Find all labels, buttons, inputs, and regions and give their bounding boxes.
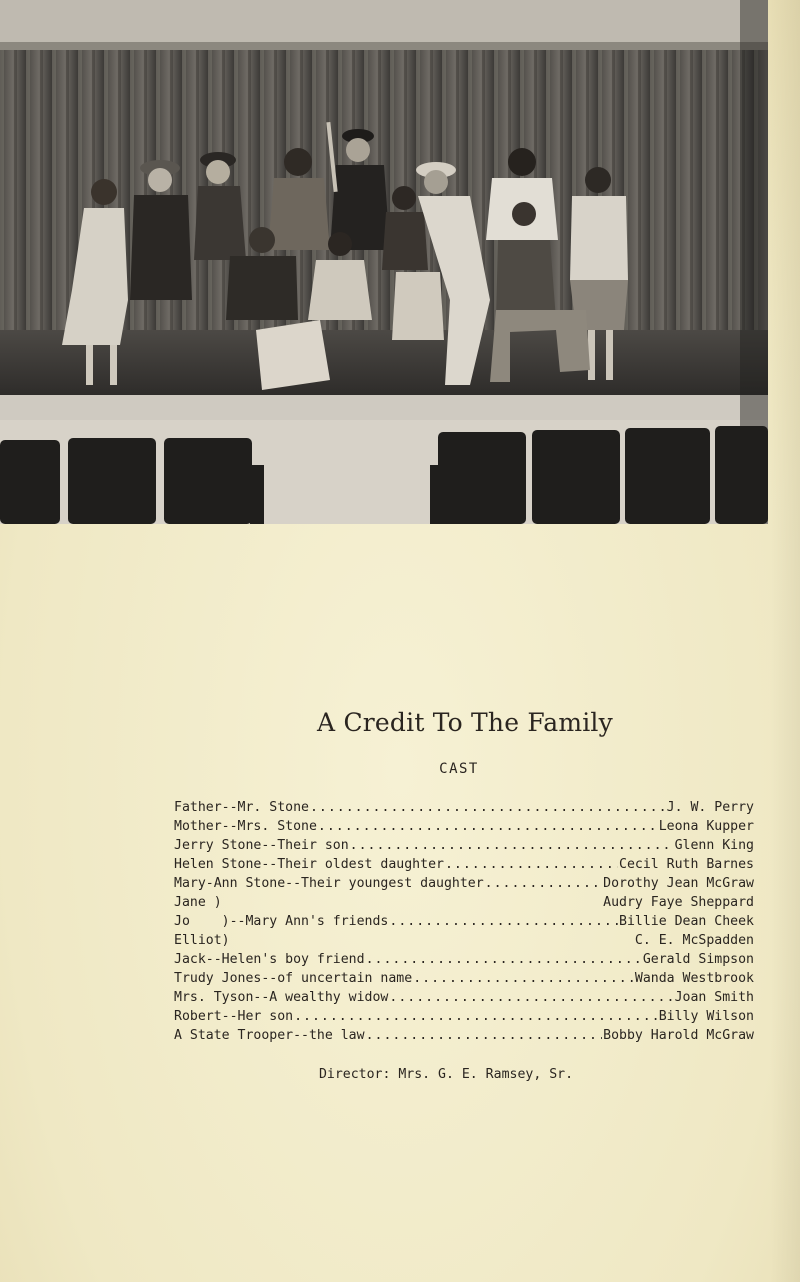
director-credit: Director: Mrs. G. E. Ramsey, Sr. (318, 1067, 574, 1082)
cast-role: Father--Mr. Stone (174, 800, 309, 815)
cast-actor: Leona Kupper (658, 819, 754, 834)
dot-leader (445, 857, 618, 872)
cast-row (174, 990, 754, 1009)
cast-row (174, 971, 754, 990)
cast-row (174, 1028, 754, 1047)
cast-row (174, 857, 754, 876)
dot-leader (389, 914, 618, 929)
cast-list (174, 800, 754, 1047)
cast-actor: Billie Dean Cheek (619, 914, 754, 929)
cast-row (174, 838, 754, 857)
cast-actor: Joan Smith (674, 990, 754, 1005)
cast-role: Jane ) (174, 895, 222, 910)
cast-row (174, 800, 754, 819)
cast-row (174, 876, 754, 895)
cast-role: A State Trooper--the law (174, 1028, 365, 1043)
cast-role: Mrs. Tyson--A wealthy widow (174, 990, 389, 1005)
dot-leader (389, 990, 673, 1005)
cast-role: Jack--Helen's boy friend (174, 952, 365, 967)
cast-actor: Gerald Simpson (642, 952, 754, 967)
dot-leader (350, 838, 674, 853)
cast-role: Jo )--Mary Ann's friends (174, 914, 389, 929)
play-title: A Credit To The Family (317, 708, 613, 737)
cast-actor: C. E. McSpadden (634, 933, 754, 948)
dot-leader (485, 876, 602, 891)
cast-actor: Cecil Ruth Barnes (619, 857, 754, 872)
cast-row (174, 895, 754, 914)
cast-actor: Wanda Westbrook (634, 971, 754, 986)
cast-actor: Dorothy Jean McGraw (603, 876, 754, 891)
cast-heading: CAST (439, 761, 479, 777)
cast-actor: Glenn King (674, 838, 754, 853)
cast-actor: Audry Faye Sheppard (603, 895, 754, 910)
cast-row (174, 1009, 754, 1028)
cast-role: Robert--Her son (174, 1009, 294, 1024)
cast-role: Trudy Jones--of uncertain name (174, 971, 413, 986)
cast-row (174, 819, 754, 838)
cast-role: Elliot) (174, 933, 230, 948)
cast-actor: Bobby Harold McGraw (603, 1028, 754, 1043)
cast-row (174, 914, 754, 933)
cast-row (174, 933, 754, 952)
dot-leader (366, 952, 642, 967)
cast-actor: J. W. Perry (666, 800, 754, 815)
cast-role: Mother--Mrs. Stone (174, 819, 317, 834)
cast-role: Mary-Ann Stone--Their youngest daughter (174, 876, 484, 891)
dot-leader (318, 819, 658, 834)
dot-leader (413, 971, 634, 986)
page-edge-shading (770, 0, 800, 1282)
dot-leader (366, 1028, 603, 1043)
cast-role: Helen Stone--Their oldest daughter (174, 857, 444, 872)
cast-row (174, 952, 754, 971)
stage-photo (0, 0, 768, 524)
cast-actor: Billy Wilson (658, 1009, 754, 1024)
dot-leader (294, 1009, 658, 1024)
cast-role: Jerry Stone--Their son (174, 838, 349, 853)
dot-leader (310, 800, 666, 815)
